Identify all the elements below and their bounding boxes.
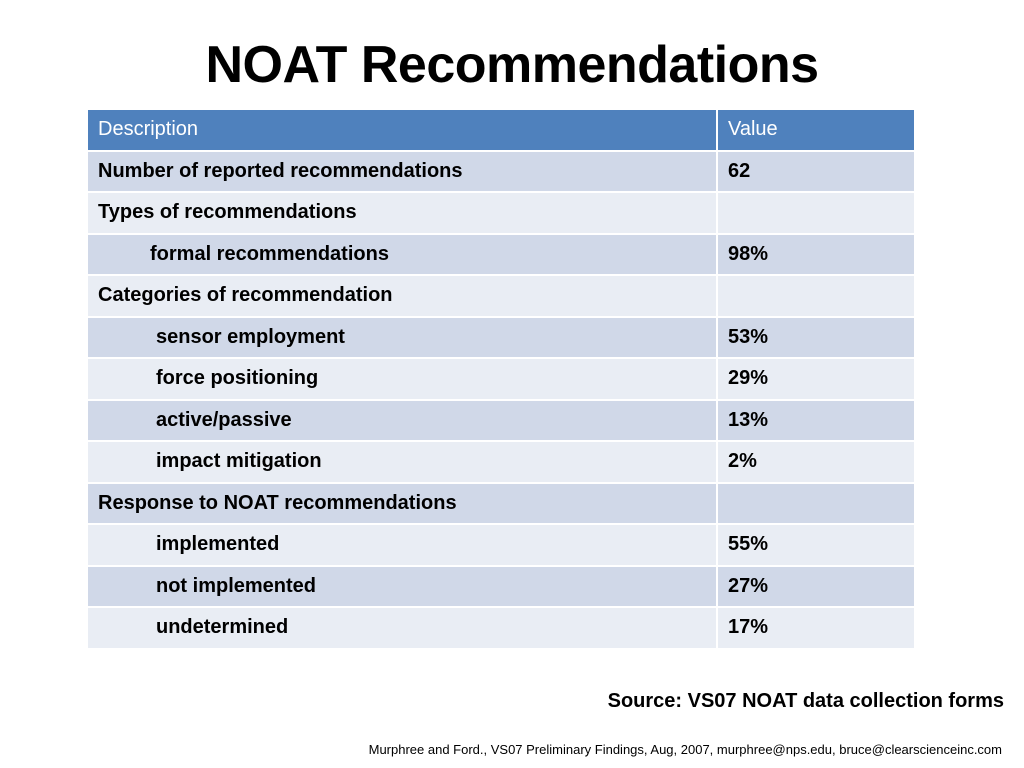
table-row — [87, 275, 915, 317]
row-value: 2% — [717, 441, 915, 483]
table-row — [87, 234, 915, 276]
row-description: impact mitigation — [87, 441, 717, 483]
row-description: Types of recommendations — [87, 192, 717, 234]
table-row — [87, 192, 915, 234]
table-row — [87, 524, 915, 566]
table-row — [87, 317, 915, 359]
row-description: formal recommendations — [87, 234, 717, 276]
table-row — [87, 400, 915, 442]
table-row — [87, 358, 915, 400]
table-row — [87, 483, 915, 525]
source-note: Source: VS07 NOAT data collection forms — [607, 690, 1004, 712]
row-description: Categories of recommendation — [87, 275, 717, 317]
row-value: 29% — [717, 358, 915, 400]
row-value: 17% — [717, 607, 915, 649]
table-header-row — [87, 109, 915, 151]
header-value: Value — [717, 109, 915, 151]
table-row — [87, 151, 915, 193]
row-value: 53% — [717, 317, 915, 359]
table-row — [87, 607, 915, 649]
row-description: undetermined — [87, 607, 717, 649]
table-row — [87, 441, 915, 483]
row-value: 98% — [717, 234, 915, 276]
row-description: implemented — [87, 524, 717, 566]
row-value — [717, 192, 915, 234]
row-description: Number of reported recommendations — [87, 151, 717, 193]
row-description: sensor employment — [87, 317, 717, 359]
table-row — [87, 566, 915, 608]
row-description: Response to NOAT recommendations — [87, 483, 717, 525]
recommendations-table-container — [86, 108, 914, 650]
recommendations-table — [86, 108, 916, 650]
row-description: force positioning — [87, 358, 717, 400]
row-value — [717, 483, 915, 525]
slide-title: NOAT Recommendations — [205, 36, 819, 94]
row-value: 62 — [717, 151, 915, 193]
footer-citation: Murphree and Ford., VS07 Preliminary Findings, Aug, 2007, murphree@nps.edu, bruce@clearscienceinc.com — [368, 742, 1002, 757]
row-value — [717, 275, 915, 317]
row-value: 55% — [717, 524, 915, 566]
row-value: 27% — [717, 566, 915, 608]
row-value: 13% — [717, 400, 915, 442]
row-description: active/passive — [87, 400, 717, 442]
row-description: not implemented — [87, 566, 717, 608]
header-description: Description — [87, 109, 717, 151]
